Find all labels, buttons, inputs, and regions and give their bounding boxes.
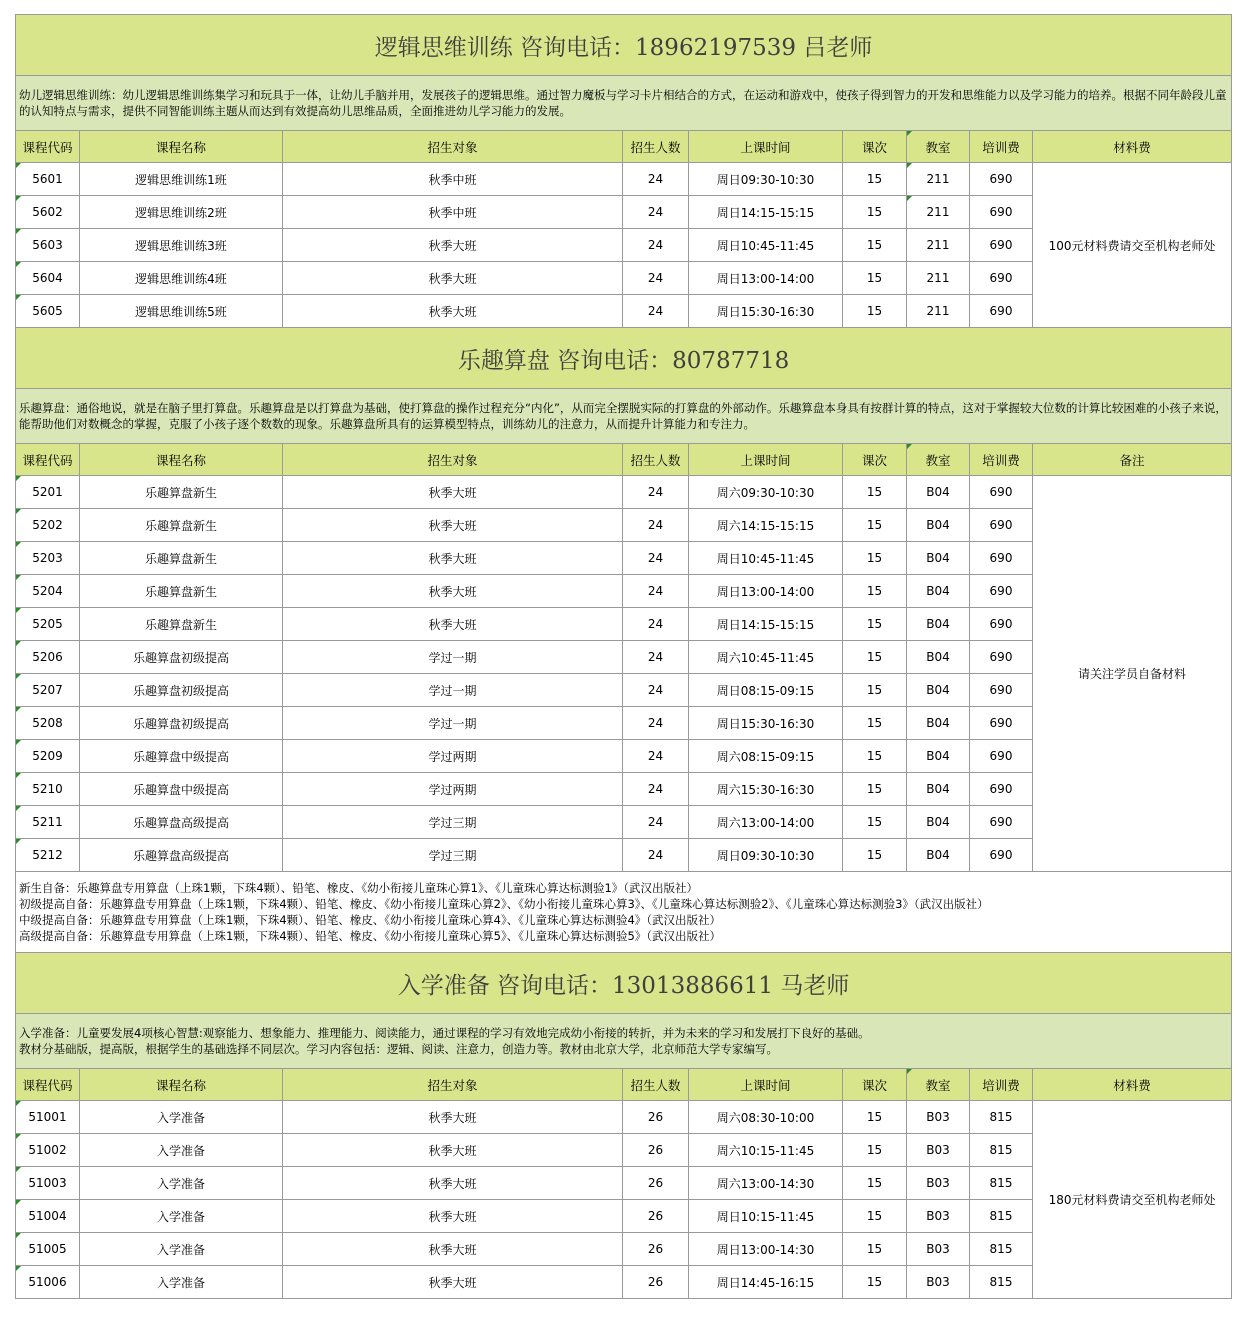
enroll-count-cell: 26: [623, 1167, 689, 1200]
sessions-cell: 15: [843, 1167, 907, 1200]
enroll-target-cell: 秋季大班: [283, 262, 623, 295]
school-readiness-header-row: [16, 1069, 1232, 1101]
class-time-cell: 周日09:30-10:30: [689, 163, 843, 196]
classroom-cell: B04: [907, 608, 970, 641]
fee-cell: 690: [970, 509, 1033, 542]
class-time-cell: 周六08:30-10:00: [689, 1101, 843, 1134]
abacus-description: 乐趣算盘：通俗地说，就是在脑子里打算盘。乐趣算盘是以打算盘为基础，使打算盘的操作过程充分“内化”，从而完全摆脱实际的打算盘的外部动作。乐趣算盘本身具有按群计算的特点，这对于掌握较大位数的计算比较困难的小孩子来说，能帮助他们对数概念的掌握，克服了小孩子逐个数数的现象。乐趣算盘所具有的运算模型特点，训练幼儿的注意力，从而提升计算能力和专注力。: [16, 389, 1232, 444]
course-code-cell: 51003: [16, 1167, 80, 1200]
supplies-note-line: 初级提高自备：乐趣算盘专用算盘（上珠1颗，下珠4颗）、铅笔、橡皮、《幼小衔接儿童珠心算2》、《幼小衔接儿童珠心算3》、《儿童珠心算达标测验2》、《儿童珠心算达标测验3》（武汉出版社）: [19, 897, 989, 911]
abacus-supplies-notes: [16, 872, 1232, 953]
sessions-cell: 15: [843, 476, 907, 509]
enroll-count-cell: 24: [623, 509, 689, 542]
abacus-supplies-row: [16, 872, 1232, 953]
classroom-cell: B04: [907, 740, 970, 773]
fee-cell: 690: [970, 707, 1033, 740]
class-time-cell: 周日15:30-16:30: [689, 707, 843, 740]
classroom-cell: B03: [907, 1134, 970, 1167]
sessions-cell: 15: [843, 262, 907, 295]
enroll-target-cell: 秋季大班: [283, 476, 623, 509]
sessions-cell: 15: [843, 1266, 907, 1299]
course-name-cell: 乐趣算盘新生: [80, 509, 283, 542]
enroll-count-cell: 26: [623, 1101, 689, 1134]
fee-cell: 690: [970, 295, 1033, 328]
column-header: 材料费: [1033, 1069, 1232, 1101]
course-name-cell: 乐趣算盘中级提高: [80, 773, 283, 806]
enroll-count-cell: 24: [623, 295, 689, 328]
class-time-cell: 周日14:45-16:15: [689, 1266, 843, 1299]
course-code-cell: 5202: [16, 509, 80, 542]
fee-cell: 690: [970, 773, 1033, 806]
fee-cell: 690: [970, 839, 1033, 872]
school-readiness-description-row: [16, 1014, 1232, 1069]
fee-cell: 690: [970, 229, 1033, 262]
course-name-cell: 乐趣算盘高级提高: [80, 839, 283, 872]
classroom-cell: 211: [907, 196, 970, 229]
fee-cell: 690: [970, 575, 1033, 608]
classroom-cell: B03: [907, 1266, 970, 1299]
sessions-cell: 15: [843, 707, 907, 740]
supplies-note-line: 中级提高自备：乐趣算盘专用算盘（上珠1颗，下珠4颗）、铅笔、橡皮、《幼小衔接儿童珠心算4》、《儿童珠心算达标测验4》（武汉出版社）: [19, 913, 722, 927]
column-header: 课次: [843, 131, 907, 163]
column-header: 课程名称: [80, 444, 283, 476]
enroll-target-cell: 秋季大班: [283, 1101, 623, 1134]
sessions-cell: 15: [843, 641, 907, 674]
column-header: 招生人数: [623, 1069, 689, 1101]
abacus-description-row: [16, 389, 1232, 444]
course-name-cell: 逻辑思维训练1班: [80, 163, 283, 196]
column-header: 教室: [907, 1069, 970, 1101]
class-time-cell: 周六14:15-15:15: [689, 509, 843, 542]
logic-thinking-description-row: [16, 76, 1232, 131]
enroll-target-cell: 秋季中班: [283, 196, 623, 229]
course-code-cell: 5208: [16, 707, 80, 740]
class-time-cell: 周日14:15-15:15: [689, 196, 843, 229]
enroll-count-cell: 24: [623, 196, 689, 229]
enroll-count-cell: 24: [623, 740, 689, 773]
school-readiness-description-line: 入学准备：儿童要发展4项核心智慧:观察能力、想象能力、推理能力、阅读能力，通过课程的学习有效地完成幼小衔接的转折，并为未来的学习和发展打下良好的基础。: [19, 1026, 870, 1040]
logic-thinking-title: 逻辑思维训练 咨询电话：18962197539 吕老师: [16, 15, 1232, 76]
enroll-target-cell: 秋季大班: [283, 608, 623, 641]
fee-cell: 815: [970, 1266, 1033, 1299]
class-time-cell: 周日10:45-11:45: [689, 229, 843, 262]
logic-thinking-title-row: [16, 15, 1232, 76]
class-time-cell: 周日13:00-14:30: [689, 1233, 843, 1266]
column-header: 招生人数: [623, 444, 689, 476]
fee-cell: 815: [970, 1200, 1033, 1233]
fee-cell: 815: [970, 1233, 1033, 1266]
remark-note: 请关注学员自备材料: [1033, 476, 1232, 872]
course-code-cell: 5604: [16, 262, 80, 295]
sessions-cell: 15: [843, 1134, 907, 1167]
material-fee-note: 100元材料费请交至机构老师处: [1033, 163, 1232, 328]
column-header: 教室: [907, 444, 970, 476]
enroll-target-cell: 学过一期: [283, 707, 623, 740]
enroll-target-cell: 学过一期: [283, 674, 623, 707]
school-readiness-title-row: [16, 953, 1232, 1014]
fee-cell: 690: [970, 262, 1033, 295]
table-row: [16, 1101, 1232, 1134]
enroll-target-cell: 秋季大班: [283, 1233, 623, 1266]
fee-cell: 815: [970, 1101, 1033, 1134]
classroom-cell: B04: [907, 839, 970, 872]
column-header: 上课时间: [689, 1069, 843, 1101]
class-time-cell: 周日10:45-11:45: [689, 542, 843, 575]
table-row: [16, 476, 1232, 509]
enroll-target-cell: 学过一期: [283, 641, 623, 674]
column-header: 上课时间: [689, 444, 843, 476]
column-header: 课程代码: [16, 131, 80, 163]
enroll-count-cell: 24: [623, 229, 689, 262]
class-time-cell: 周日13:00-14:00: [689, 575, 843, 608]
fee-cell: 690: [970, 608, 1033, 641]
enroll-target-cell: 学过三期: [283, 806, 623, 839]
classroom-cell: B03: [907, 1233, 970, 1266]
column-header: 课程代码: [16, 1069, 80, 1101]
enroll-count-cell: 26: [623, 1266, 689, 1299]
course-name-cell: 逻辑思维训练4班: [80, 262, 283, 295]
course-name-cell: 乐趣算盘高级提高: [80, 806, 283, 839]
enroll-target-cell: 秋季大班: [283, 229, 623, 262]
course-code-cell: 5210: [16, 773, 80, 806]
supplies-note-line: 高级提高自备：乐趣算盘专用算盘（上珠1颗，下珠4颗）、铅笔、橡皮、《幼小衔接儿童珠心算5》、《儿童珠心算达标测验5》（武汉出版社）: [19, 929, 722, 943]
enroll-count-cell: 24: [623, 641, 689, 674]
course-table: [15, 14, 1232, 1299]
classroom-cell: B03: [907, 1200, 970, 1233]
enroll-count-cell: 24: [623, 806, 689, 839]
course-name-cell: 乐趣算盘初级提高: [80, 707, 283, 740]
fee-cell: 690: [970, 740, 1033, 773]
course-code-cell: 5602: [16, 196, 80, 229]
classroom-cell: B04: [907, 542, 970, 575]
class-time-cell: 周日15:30-16:30: [689, 295, 843, 328]
course-sheet: [15, 14, 1231, 1299]
enroll-count-cell: 26: [623, 1233, 689, 1266]
fee-cell: 815: [970, 1167, 1033, 1200]
course-code-cell: 5601: [16, 163, 80, 196]
sessions-cell: 15: [843, 839, 907, 872]
abacus-header-row: [16, 444, 1232, 476]
course-name-cell: 逻辑思维训练3班: [80, 229, 283, 262]
course-name-cell: 入学准备: [80, 1101, 283, 1134]
course-name-cell: 乐趣算盘初级提高: [80, 674, 283, 707]
class-time-cell: 周日08:15-09:15: [689, 674, 843, 707]
sessions-cell: 15: [843, 163, 907, 196]
class-time-cell: 周日10:15-11:45: [689, 1200, 843, 1233]
class-time-cell: 周六10:45-11:45: [689, 641, 843, 674]
column-header: 教室: [907, 131, 970, 163]
course-code-cell: 51001: [16, 1101, 80, 1134]
column-header: 招生人数: [623, 131, 689, 163]
enroll-count-cell: 24: [623, 476, 689, 509]
enroll-target-cell: 秋季大班: [283, 1167, 623, 1200]
course-code-cell: 5206: [16, 641, 80, 674]
classroom-cell: B04: [907, 806, 970, 839]
logic-thinking-description: 幼儿逻辑思维训练：幼儿逻辑思维训练集学习和玩具于一体，让幼儿手脑并用，发展孩子的逻辑思维。通过智力魔板与学习卡片相结合的方式，在运动和游戏中，使孩子得到智力的开发和思维能力以及学习能力的培养。根据不同年龄段儿童的认知特点与需求，提供不同智能训练主题从而达到有效提高幼儿思维品质，全面推进幼儿学习能力的发展。: [16, 76, 1232, 131]
classroom-cell: B04: [907, 509, 970, 542]
class-time-cell: 周日09:30-10:30: [689, 839, 843, 872]
enroll-target-cell: 学过两期: [283, 773, 623, 806]
fee-cell: 690: [970, 542, 1033, 575]
course-name-cell: 逻辑思维训练2班: [80, 196, 283, 229]
enroll-target-cell: 秋季中班: [283, 163, 623, 196]
enroll-count-cell: 24: [623, 542, 689, 575]
enroll-count-cell: 24: [623, 839, 689, 872]
class-time-cell: 周六10:15-11:45: [689, 1134, 843, 1167]
column-header: 培训费: [970, 131, 1033, 163]
school-readiness-description: [16, 1014, 1232, 1069]
enroll-target-cell: 学过三期: [283, 839, 623, 872]
fee-cell: 690: [970, 476, 1033, 509]
column-header: 材料费: [1033, 131, 1232, 163]
abacus-title: 乐趣算盘 咨询电话：80787718: [16, 328, 1232, 389]
column-header: 课程名称: [80, 131, 283, 163]
abacus-title-row: [16, 328, 1232, 389]
sessions-cell: 15: [843, 509, 907, 542]
course-name-cell: 入学准备: [80, 1233, 283, 1266]
enroll-target-cell: 秋季大班: [283, 542, 623, 575]
course-name-cell: 乐趣算盘新生: [80, 476, 283, 509]
column-header: 上课时间: [689, 131, 843, 163]
course-code-cell: 5212: [16, 839, 80, 872]
classroom-cell: 211: [907, 163, 970, 196]
enroll-count-cell: 24: [623, 608, 689, 641]
enroll-target-cell: 秋季大班: [283, 1200, 623, 1233]
classroom-cell: 211: [907, 229, 970, 262]
course-name-cell: 入学准备: [80, 1134, 283, 1167]
column-header: 招生对象: [283, 1069, 623, 1101]
course-code-cell: 5605: [16, 295, 80, 328]
classroom-cell: B04: [907, 641, 970, 674]
material-fee-note: 180元材料费请交至机构老师处: [1033, 1101, 1232, 1299]
supplies-note-line: 新生自备：乐趣算盘专用算盘（上珠1颗，下珠4颗）、铅笔、橡皮、《幼小衔接儿童珠心算1》、《儿童珠心算达标测验1》（武汉出版社）: [19, 881, 699, 895]
course-code-cell: 5207: [16, 674, 80, 707]
class-time-cell: 周日13:00-14:00: [689, 262, 843, 295]
column-header: 培训费: [970, 1069, 1033, 1101]
column-header: 招生对象: [283, 131, 623, 163]
school-readiness-description-line: 教材分基础版，提高版，根据学生的基础选择不同层次。学习内容包括：逻辑、阅读、注意力，创造力等。教材由北京大学，北京师范大学专家编写。: [19, 1042, 778, 1056]
class-time-cell: 周六09:30-10:30: [689, 476, 843, 509]
sessions-cell: 15: [843, 295, 907, 328]
course-code-cell: 51004: [16, 1200, 80, 1233]
course-code-cell: 5211: [16, 806, 80, 839]
course-name-cell: 入学准备: [80, 1200, 283, 1233]
enroll-count-cell: 26: [623, 1200, 689, 1233]
column-header: 课次: [843, 444, 907, 476]
course-name-cell: 乐趣算盘中级提高: [80, 740, 283, 773]
course-code-cell: 5209: [16, 740, 80, 773]
enroll-target-cell: 学过两期: [283, 740, 623, 773]
course-code-cell: 5201: [16, 476, 80, 509]
sessions-cell: 15: [843, 740, 907, 773]
classroom-cell: B04: [907, 707, 970, 740]
course-code-cell: 5603: [16, 229, 80, 262]
class-time-cell: 周六15:30-16:30: [689, 773, 843, 806]
enroll-target-cell: 秋季大班: [283, 509, 623, 542]
enroll-target-cell: 秋季大班: [283, 1266, 623, 1299]
course-code-cell: 5205: [16, 608, 80, 641]
classroom-cell: 211: [907, 262, 970, 295]
course-name-cell: 乐趣算盘新生: [80, 542, 283, 575]
classroom-cell: B04: [907, 773, 970, 806]
column-header: 培训费: [970, 444, 1033, 476]
enroll-target-cell: 秋季大班: [283, 295, 623, 328]
column-header: 备注: [1033, 444, 1232, 476]
enroll-target-cell: 秋季大班: [283, 1134, 623, 1167]
column-header: 课程代码: [16, 444, 80, 476]
fee-cell: 690: [970, 674, 1033, 707]
class-time-cell: 周日14:15-15:15: [689, 608, 843, 641]
column-header: 招生对象: [283, 444, 623, 476]
course-name-cell: 乐趣算盘初级提高: [80, 641, 283, 674]
logic-thinking-header-row: [16, 131, 1232, 163]
column-header: 课程名称: [80, 1069, 283, 1101]
fee-cell: 690: [970, 163, 1033, 196]
sessions-cell: 15: [843, 806, 907, 839]
sessions-cell: 15: [843, 674, 907, 707]
enroll-count-cell: 24: [623, 674, 689, 707]
enroll-count-cell: 24: [623, 707, 689, 740]
class-time-cell: 周六08:15-09:15: [689, 740, 843, 773]
enroll-count-cell: 24: [623, 575, 689, 608]
enroll-count-cell: 24: [623, 773, 689, 806]
course-code-cell: 5204: [16, 575, 80, 608]
classroom-cell: B03: [907, 1167, 970, 1200]
fee-cell: 690: [970, 806, 1033, 839]
course-name-cell: 入学准备: [80, 1266, 283, 1299]
school-readiness-title: 入学准备 咨询电话：13013886611 马老师: [16, 953, 1232, 1014]
course-name-cell: 入学准备: [80, 1167, 283, 1200]
sessions-cell: 15: [843, 229, 907, 262]
course-code-cell: 5203: [16, 542, 80, 575]
course-name-cell: 乐趣算盘新生: [80, 575, 283, 608]
classroom-cell: B04: [907, 674, 970, 707]
sessions-cell: 15: [843, 1233, 907, 1266]
class-time-cell: 周六13:00-14:00: [689, 806, 843, 839]
enroll-count-cell: 24: [623, 163, 689, 196]
enroll-target-cell: 秋季大班: [283, 575, 623, 608]
enroll-count-cell: 26: [623, 1134, 689, 1167]
column-header: 课次: [843, 1069, 907, 1101]
sessions-cell: 15: [843, 773, 907, 806]
course-name-cell: 逻辑思维训练5班: [80, 295, 283, 328]
sessions-cell: 15: [843, 1200, 907, 1233]
fee-cell: 815: [970, 1134, 1033, 1167]
table-row: [16, 163, 1232, 196]
classroom-cell: B03: [907, 1101, 970, 1134]
sessions-cell: 15: [843, 1101, 907, 1134]
sessions-cell: 15: [843, 542, 907, 575]
course-name-cell: 乐趣算盘新生: [80, 608, 283, 641]
classroom-cell: B04: [907, 476, 970, 509]
sessions-cell: 15: [843, 196, 907, 229]
classroom-cell: 211: [907, 295, 970, 328]
sessions-cell: 15: [843, 575, 907, 608]
course-code-cell: 51002: [16, 1134, 80, 1167]
course-code-cell: 51006: [16, 1266, 80, 1299]
course-code-cell: 51005: [16, 1233, 80, 1266]
enroll-count-cell: 24: [623, 262, 689, 295]
fee-cell: 690: [970, 641, 1033, 674]
classroom-cell: B04: [907, 575, 970, 608]
sessions-cell: 15: [843, 608, 907, 641]
fee-cell: 690: [970, 196, 1033, 229]
class-time-cell: 周六13:00-14:30: [689, 1167, 843, 1200]
